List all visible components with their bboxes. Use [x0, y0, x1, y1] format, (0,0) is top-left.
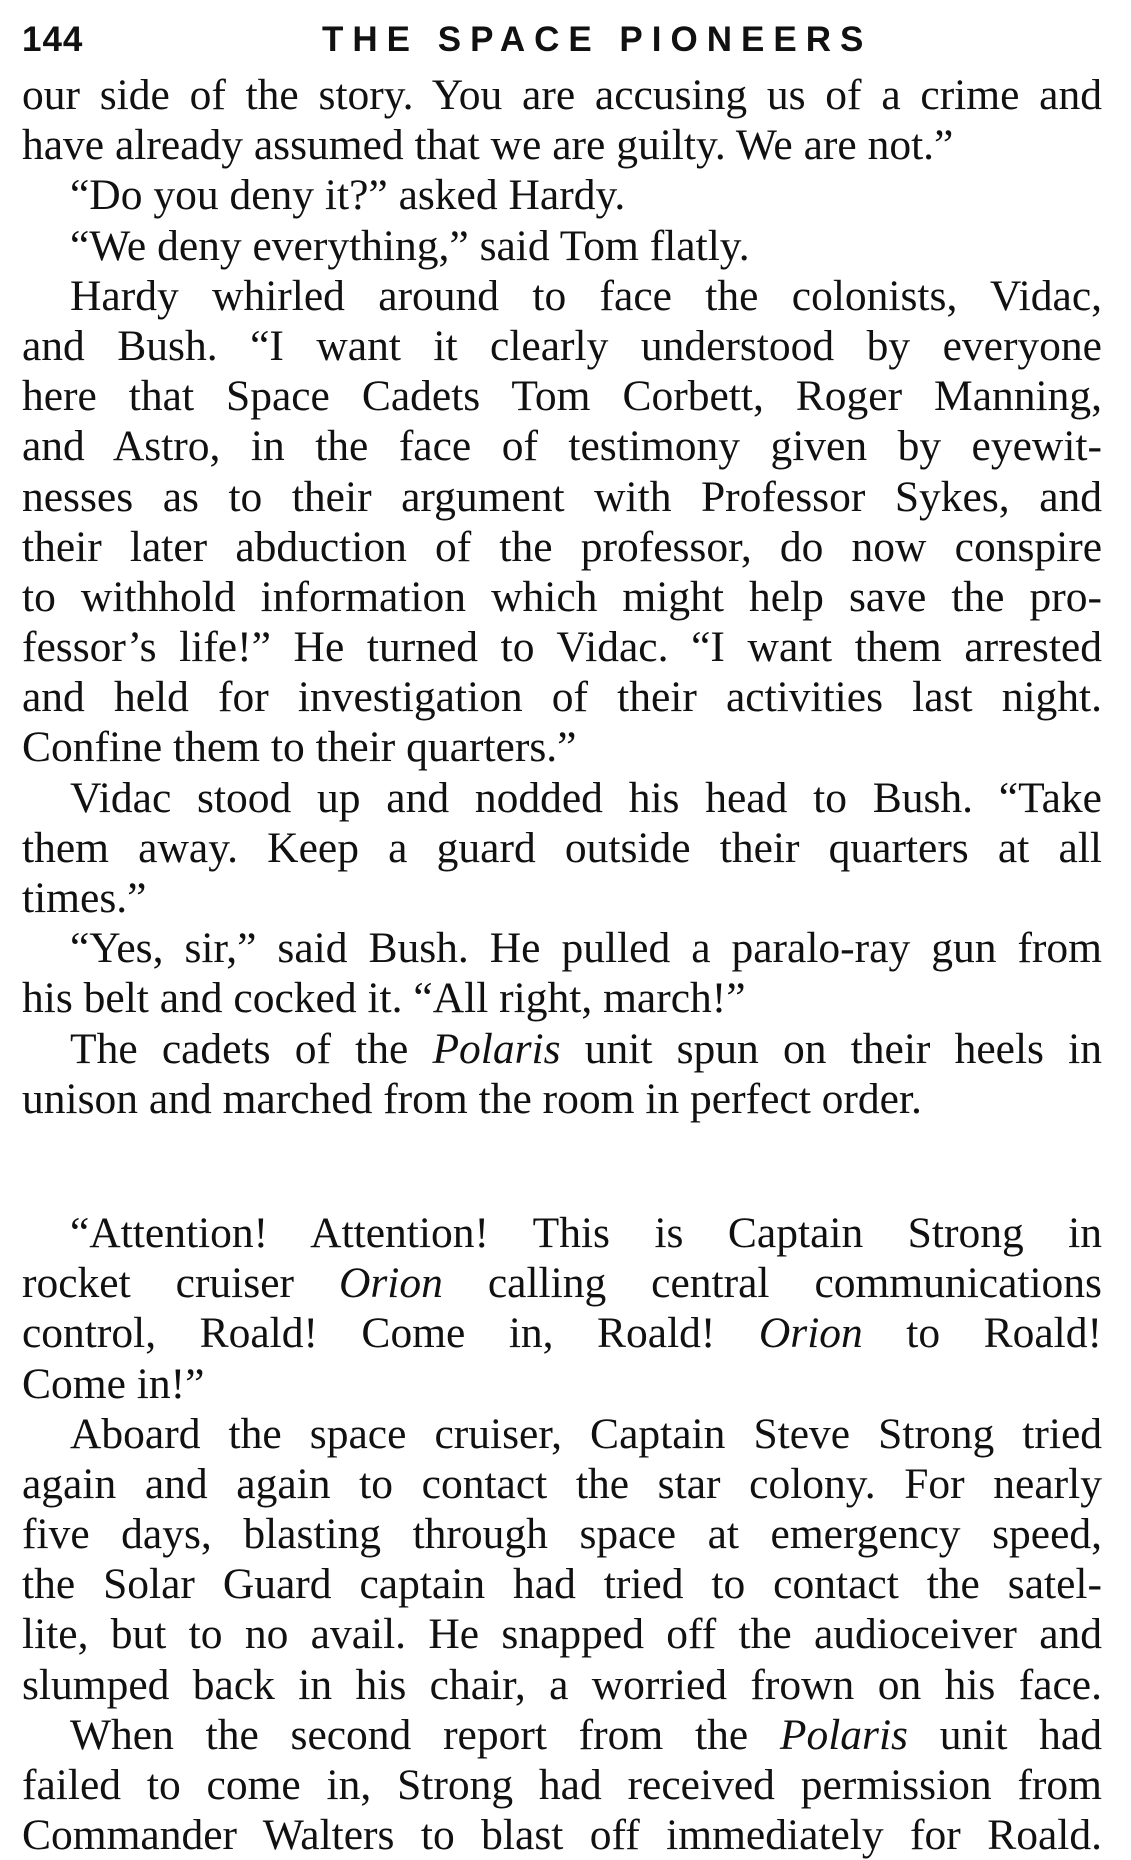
text-run: control, Roald! Come in, Roald!	[22, 1309, 759, 1358]
text-line: Come in!”	[22, 1359, 205, 1408]
page-header	[22, 18, 1109, 62]
text-line: “Do you deny it?” asked Hardy.	[70, 171, 626, 220]
text-run: The cadets of the	[70, 1024, 433, 1073]
text-line: lite, but to no avail. He snapped off the audioceiver and	[22, 1610, 1102, 1659]
text-line: Commander Walters to blast off immediately for Roald.	[22, 1811, 1102, 1860]
text-line: here that Space Cadets Tom Corbett, Roger Manning,	[22, 372, 1102, 421]
text-line: unison and marched from the room in perfect order.	[22, 1074, 922, 1123]
ship-name: Polaris	[432, 1024, 561, 1073]
text-line: to withhold information which might help save the pro-	[22, 572, 1102, 621]
text-line: Aboard the space cruiser, Captain Steve Strong tried	[70, 1409, 1102, 1458]
text-run: to Roald!	[862, 1309, 1102, 1358]
text-run: calling central communications	[442, 1259, 1102, 1308]
text-line: fessor’s life!” He turned to Vidac. “I want them arrested	[22, 623, 1102, 672]
text-line: slumped back in his chair, a worried frown on his face.	[22, 1660, 1102, 1709]
ship-name: Orion	[338, 1259, 443, 1308]
page-number: 144	[22, 20, 84, 59]
running-title: THE SPACE PIONEERS	[322, 20, 873, 59]
text-line: and Astro, in the face of testimony given by eyewit-	[22, 422, 1102, 471]
text-line: and Bush. “I want it clearly understood by everyone	[22, 321, 1102, 370]
text-line: their later abduction of the professor, do now conspire	[22, 522, 1102, 571]
text-run: rocket cruiser	[22, 1259, 339, 1308]
text-line: Hardy whirled around to face the colonists, Vidac,	[70, 271, 1102, 320]
text-line	[22, 1024, 1102, 1074]
text-run: When the second report from the	[70, 1710, 780, 1759]
text-line	[22, 1308, 1102, 1358]
ship-name: Orion	[758, 1309, 863, 1358]
text-line: again and again to contact the star colony. For nearly	[22, 1459, 1102, 1508]
text-line: “Attention! Attention! This is Captain Strong in	[70, 1208, 1102, 1257]
text-line: times.”	[22, 874, 147, 922]
text-line: and held for investigation of their activities last night.	[22, 673, 1102, 722]
text-line: our side of the story. You are accusing us of a crime and	[22, 71, 1102, 119]
text-run: unit had	[908, 1710, 1102, 1759]
text-run: unit spun on their heels in	[560, 1024, 1103, 1073]
text-line: Vidac stood up and nodded his head to Bush. “Take	[70, 773, 1102, 822]
text-line: “We deny everything,” said Tom flatly.	[70, 221, 750, 270]
text-line: the Solar Guard captain had tried to contact the satel-	[22, 1560, 1102, 1609]
text-line	[22, 1258, 1102, 1308]
text-line: failed to come in, Strong had received permission from	[22, 1761, 1102, 1809]
text-line: “Yes, sir,” said Bush. He pulled a paralo-ray gun from	[70, 924, 1102, 973]
text-line: five days, blasting through space at emergency speed,	[22, 1510, 1102, 1559]
text-line	[22, 1710, 1102, 1760]
body-text	[22, 70, 1102, 1860]
text-line: have already assumed that we are guilty. We are not.”	[22, 121, 954, 170]
text-line: nesses as to their argument with Professor Sykes, and	[22, 472, 1102, 521]
text-line: his belt and cocked it. “All right, march!”	[22, 974, 746, 1023]
text-line: them away. Keep a guard outside their quarters at all	[22, 823, 1102, 872]
text-line: Confine them to their quarters.”	[22, 723, 577, 772]
section-break	[22, 1124, 1102, 1208]
ship-name: Polaris	[779, 1710, 908, 1759]
